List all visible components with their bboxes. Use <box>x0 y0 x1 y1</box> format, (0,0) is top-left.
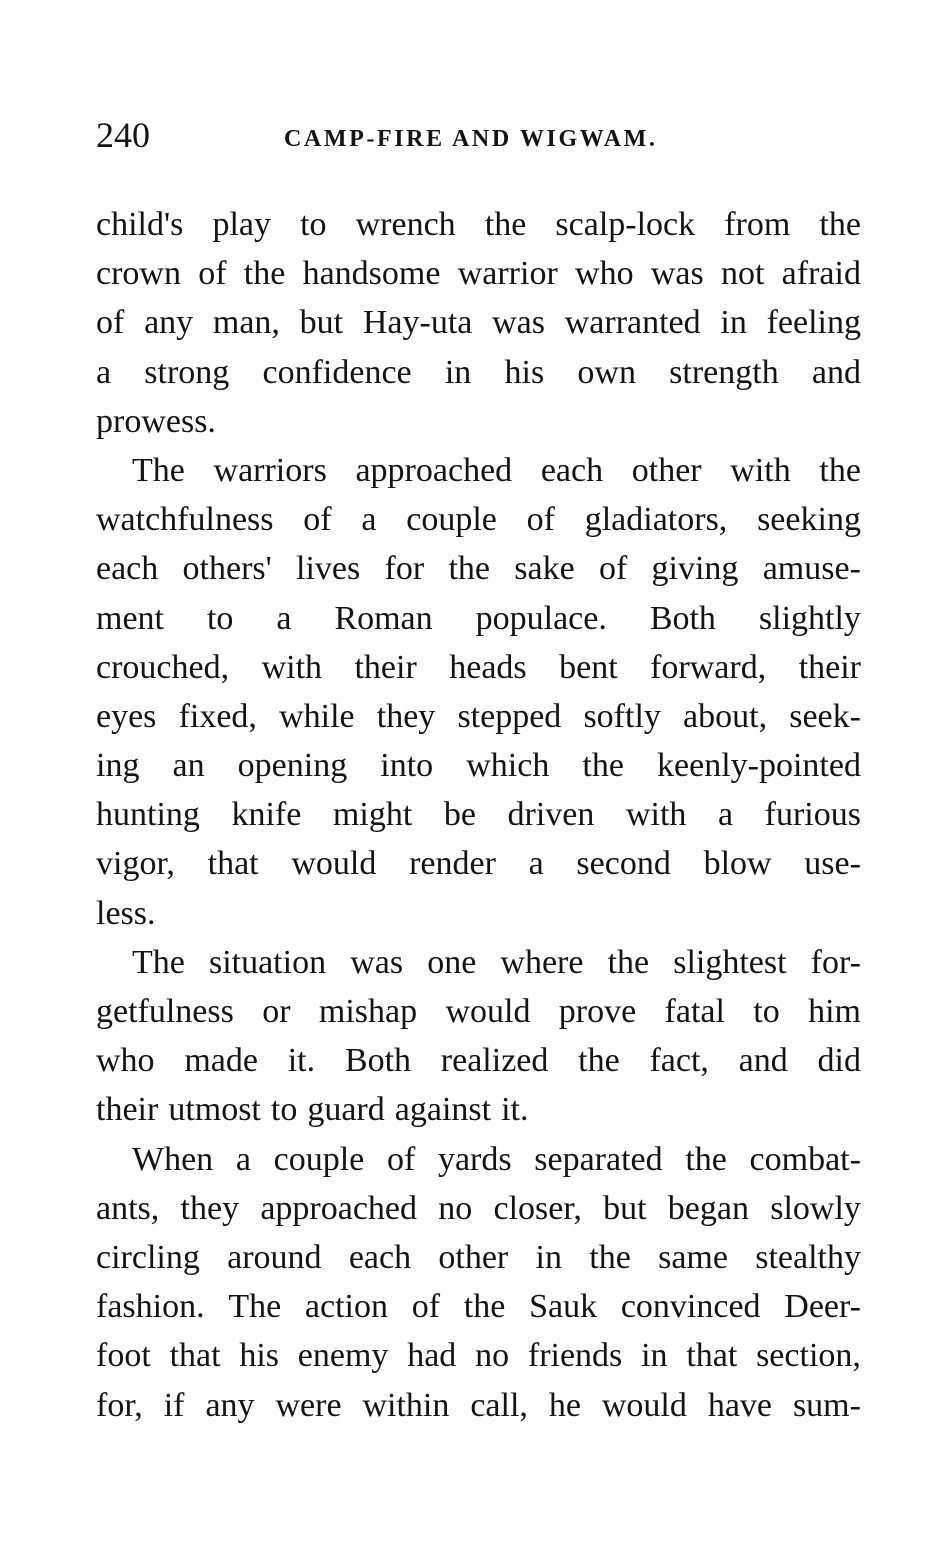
word: was <box>650 255 704 293</box>
word: for- <box>810 943 861 981</box>
word: wrench <box>355 206 456 243</box>
word: who <box>575 255 634 293</box>
word: The <box>228 1288 282 1326</box>
word: with <box>730 451 791 489</box>
word: within <box>362 1386 450 1424</box>
word: render <box>409 845 496 883</box>
word: seeking <box>757 501 861 539</box>
word: but <box>603 1189 647 1227</box>
word: to <box>300 206 327 243</box>
word: The <box>132 943 185 981</box>
word: section, <box>756 1337 861 1375</box>
word: they <box>180 1189 240 1227</box>
word: ment <box>96 599 164 637</box>
word: their <box>798 648 861 686</box>
word: made <box>184 1042 258 1080</box>
text-line <box>96 200 861 249</box>
word: prowess. <box>96 402 216 440</box>
word: warranted <box>564 304 701 342</box>
word: Roman <box>334 599 433 637</box>
word: couple <box>406 501 497 539</box>
word: the <box>607 943 650 981</box>
word: of <box>386 1140 416 1178</box>
word: ants, <box>96 1189 160 1227</box>
word: getfulness <box>96 993 234 1030</box>
word: fashion. <box>96 1288 205 1326</box>
word: seek- <box>789 697 861 735</box>
word: scalp-lock <box>555 206 696 243</box>
word: Both <box>649 599 716 637</box>
word: that <box>686 1337 738 1375</box>
word: Sauk <box>529 1288 598 1326</box>
word: other <box>631 451 702 489</box>
word: giving <box>651 550 739 588</box>
word: man, <box>212 304 280 342</box>
word: a <box>717 796 734 834</box>
word: lives <box>296 550 361 588</box>
word: their <box>354 648 417 686</box>
word: he <box>548 1386 581 1424</box>
word: his <box>239 1337 280 1375</box>
word: it. <box>287 1042 316 1080</box>
word: a <box>276 599 292 637</box>
word: eyes <box>96 697 157 735</box>
text-line <box>96 397 861 446</box>
word: to <box>753 993 780 1030</box>
text-line <box>96 446 861 495</box>
word: each <box>348 1238 412 1276</box>
word: closer, <box>493 1189 582 1227</box>
text-line <box>96 298 861 347</box>
word: heads <box>449 648 527 686</box>
word: others' <box>182 550 272 588</box>
word: but <box>299 304 344 342</box>
word: while <box>279 697 355 735</box>
word: enemy <box>297 1337 389 1375</box>
body-text <box>96 200 861 1430</box>
word: forward, <box>650 648 767 686</box>
word: crown <box>96 255 181 293</box>
word: foot <box>96 1337 151 1375</box>
text-line <box>96 1381 861 1430</box>
word: that <box>169 1337 221 1375</box>
word: furious <box>764 796 861 834</box>
word: each <box>540 451 604 489</box>
word: where <box>500 943 584 981</box>
word: confidence <box>262 353 412 391</box>
text-line <box>96 594 861 643</box>
word: softly <box>583 697 661 735</box>
text-line <box>96 790 861 839</box>
word: second <box>576 845 671 883</box>
page-number: 240 <box>96 115 150 155</box>
word: warrior <box>457 255 558 293</box>
word: guard <box>307 1091 385 1129</box>
word: handsome <box>302 255 441 293</box>
text-line <box>96 643 861 692</box>
word: with <box>261 648 323 686</box>
word: which <box>466 747 550 785</box>
word: gladiators, <box>584 501 728 539</box>
word: the <box>243 255 286 293</box>
word: use- <box>804 845 861 883</box>
word: in <box>720 304 747 342</box>
word: convinced <box>620 1288 761 1326</box>
text-line <box>96 1331 861 1380</box>
word: around <box>227 1238 322 1276</box>
text-line <box>96 1085 861 1134</box>
word: their <box>96 1091 159 1129</box>
word: and <box>738 1042 788 1080</box>
word: be <box>443 796 476 834</box>
word: friends <box>527 1337 623 1375</box>
word: bent <box>559 648 618 686</box>
word: fatal <box>664 993 725 1030</box>
word: The <box>132 451 185 489</box>
word: began <box>667 1189 749 1227</box>
word: couple <box>273 1140 365 1178</box>
word: have <box>707 1386 772 1424</box>
word: stepped <box>457 697 562 735</box>
word: to <box>270 1091 298 1129</box>
running-head: CAMP-FIRE AND WIGWAM. <box>284 126 658 152</box>
text-line <box>96 839 861 888</box>
word: crouched, <box>96 648 230 686</box>
text-line <box>96 889 861 938</box>
word: and <box>811 353 861 391</box>
word: about, <box>683 697 768 735</box>
word: was <box>492 304 545 342</box>
text-line <box>96 1282 861 1331</box>
text-line <box>96 1135 861 1184</box>
word: sum- <box>792 1386 861 1424</box>
text-line <box>96 1184 861 1233</box>
text-line <box>96 1036 861 1085</box>
word: slowly <box>770 1189 861 1227</box>
word: knife <box>231 796 302 834</box>
word: not <box>720 255 765 293</box>
word: of <box>526 501 555 539</box>
word: in <box>641 1337 668 1375</box>
word: same <box>658 1238 728 1276</box>
word: one <box>427 943 477 981</box>
word: utmost <box>168 1091 261 1129</box>
word: would <box>601 1386 687 1424</box>
word: would <box>291 845 377 883</box>
word: Hay-uta <box>362 304 473 342</box>
word: combat- <box>749 1140 861 1178</box>
word: other <box>438 1238 509 1276</box>
word: or <box>262 993 291 1030</box>
word: it. <box>501 1091 529 1129</box>
text-line <box>96 544 861 593</box>
word: a <box>361 501 377 539</box>
word: driven <box>507 796 595 834</box>
word: an <box>172 747 205 785</box>
word: his <box>504 353 545 391</box>
word: of <box>303 501 332 539</box>
word: had <box>407 1337 457 1375</box>
word: stealthy <box>755 1238 861 1276</box>
word: the <box>582 747 624 785</box>
word: the <box>589 1238 631 1276</box>
word: they <box>376 697 436 735</box>
word: against <box>394 1091 492 1129</box>
word: action <box>304 1288 388 1326</box>
word: a <box>528 845 544 883</box>
word: of <box>198 255 227 293</box>
word: populace. <box>475 599 607 637</box>
word: slightly <box>758 599 861 637</box>
word: fixed, <box>178 697 257 735</box>
word: the <box>448 550 490 588</box>
word: mishap <box>318 993 418 1030</box>
word: the <box>819 206 861 243</box>
word: situation <box>208 943 327 981</box>
word: circling <box>96 1238 200 1276</box>
word: were <box>275 1386 342 1424</box>
word: approached <box>260 1189 418 1227</box>
word: When <box>132 1140 214 1178</box>
word: would <box>445 993 531 1030</box>
word: who <box>96 1042 155 1080</box>
text-line <box>96 987 861 1036</box>
word: of <box>96 304 125 342</box>
word: in <box>535 1238 562 1276</box>
word: any <box>205 1386 255 1424</box>
word: no <box>475 1337 510 1375</box>
word: ing <box>96 747 140 785</box>
word: that <box>207 845 259 883</box>
word: the <box>819 451 861 489</box>
word: child's <box>96 206 184 243</box>
word: keenly-pointed <box>657 747 861 785</box>
word: with <box>625 796 687 834</box>
word: no <box>438 1189 473 1227</box>
word: might <box>332 796 413 834</box>
word: vigor, <box>96 845 175 883</box>
word: opening <box>237 747 348 785</box>
word: less. <box>96 894 156 932</box>
word: did <box>817 1042 861 1080</box>
word: a <box>235 1140 251 1178</box>
word: in <box>444 353 472 391</box>
word: hunting <box>96 796 200 834</box>
word: realized <box>440 1042 549 1080</box>
word: watchfulness <box>96 501 274 539</box>
word: sake <box>514 550 575 588</box>
word: amuse- <box>762 550 861 588</box>
word: for <box>384 550 425 588</box>
word: into <box>380 747 434 785</box>
word: afraid <box>781 255 861 293</box>
text-line <box>96 495 861 544</box>
word: each <box>96 550 159 588</box>
word: strength <box>669 353 779 391</box>
word: from <box>724 206 791 243</box>
word: blow <box>703 845 772 883</box>
word: play <box>212 206 271 243</box>
word: Both <box>344 1042 412 1080</box>
word: for, <box>96 1386 143 1424</box>
word: to <box>206 599 234 637</box>
text-line <box>96 348 861 397</box>
word: strong <box>144 353 230 391</box>
word: prove <box>558 993 637 1030</box>
text-line <box>96 249 861 298</box>
word: the <box>685 1140 727 1178</box>
word: a <box>96 353 112 391</box>
word: call, <box>470 1386 528 1424</box>
word: of <box>598 550 628 588</box>
word: approached <box>355 451 513 489</box>
word: if <box>163 1386 185 1424</box>
word: Deer- <box>784 1288 861 1326</box>
word: any <box>144 304 194 342</box>
word: the <box>463 1288 506 1326</box>
text-line <box>96 692 861 741</box>
text-line <box>96 1233 861 1282</box>
word: fact, <box>649 1042 709 1080</box>
text-line <box>96 938 861 987</box>
word: him <box>808 993 861 1030</box>
word: own <box>577 353 636 391</box>
word: yards <box>437 1140 512 1178</box>
word: the <box>578 1042 620 1080</box>
text-line <box>96 741 861 790</box>
word: slightest <box>673 943 787 981</box>
word: separated <box>534 1140 663 1178</box>
word: was <box>350 943 404 981</box>
word: warriors <box>213 451 327 489</box>
word: feeling <box>766 304 861 342</box>
word: of <box>411 1288 441 1326</box>
word: the <box>484 206 527 243</box>
